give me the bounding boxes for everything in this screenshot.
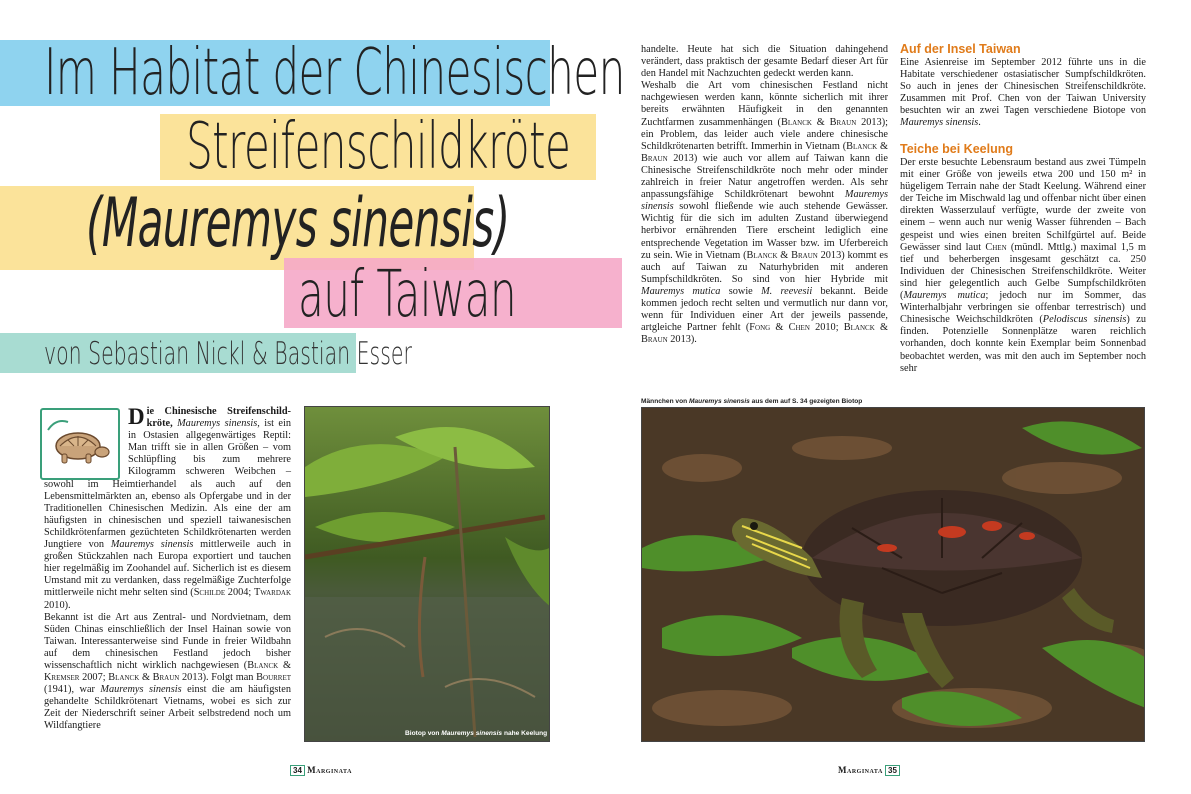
biotope-photo bbox=[304, 406, 550, 742]
biotope-photo-caption: Biotop von Mauremys sinensis nahe Keelung bbox=[405, 730, 548, 737]
left-page-footer bbox=[290, 765, 352, 776]
right-page-number: 35 bbox=[885, 765, 900, 776]
right-brand: Marginata bbox=[838, 765, 883, 775]
right-page-footer bbox=[838, 765, 900, 776]
turtle-photo bbox=[641, 407, 1145, 742]
title-line-2: Streifenschildkröte bbox=[186, 110, 571, 184]
title-line-1: Im Habitat der Chinesischen bbox=[44, 36, 625, 110]
left-page-number: 34 bbox=[290, 765, 305, 776]
right-column-text-2: Der erste besuchte Lebensraum bestand aus zwei Tümpeln mit einer Größe von jeweils etwa 200 und 150 m² in hügeligem Terrain nahe der Stadt Keelung. Während einer der Teiche im Mischwald lag und offenbar nicht über einen direkten Wasserzulauf verfügte, wurde der zweite von einem – wenn auch nur wenig Wasser führenden – Bach gespeist und wies einen breiten Schilfgürtel auf. Beide Gewässer sind laut Chen (mündl. Mttlg.) maximal 1,5 m tief und beherbergen insgesamt geschätzt ca. 250 Individuen der Chinesischen Streifenschildkröte. Weiter sind hier gelegentlich auch Gelbe Sumpfschildkröten (Mauremys mutica; jedoch nur im Sommer, das Winterhalbjahr verbringen sie offenbar terrestrisch) und Chinesische Weichschildkröten (Pelodiscus sinensis) zu finden. Potenzielle Sonnenplätze waren reichlich vorhanden, doch konnte kein Exemplar beim Sonnenbad beobachtet werden, was mit den auch im September noch sehr bbox=[900, 157, 1146, 374]
left-brand: Marginata bbox=[307, 765, 352, 775]
heading-teiche-keelung: Teiche bei Keelung bbox=[900, 142, 1013, 156]
article-author: von Sebastian Nickl & Bastian Esser bbox=[44, 336, 412, 372]
right-column-text-1: Eine Asienreise im September 2012 führte uns in die Habitate verschiedener ostasiatischer Sumpfschildkröten. So auch in jenes der Chinesischen Streifenschildkröte. Zusammen mit Prof. Chen von der Taiwan University besuchten wir an zwei Tagen verschiedene Biotope von Mauremys sinensis. bbox=[900, 57, 1146, 129]
title-line-3: (Mauremys sinensis) bbox=[86, 184, 510, 263]
turtle-photo-caption: Männchen von Mauremys sinensis aus dem auf S. 34 gezeigten Biotop bbox=[641, 398, 863, 405]
left-column-text: Die Chinesische Streifenschild-kröte, Mauremys sinensis, ist ein in Ostasien allgegenwärtiges Reptil: Man trifft sie in allen Größen – vom Schlüpfling bis zum mehrere Kilogramm schweren Weibchen – sowohl im Heimtierhandel als auch auf den Lebensmittelmärkten an, ebenso als Opfergabe und in der Traditionellen Chinesischen Medizin. Als eine der am häufigsten in chinesischen und speziell taiwanesischen Schildkrötenfarmen gezüchteten Schildkrötenarten werden Jungtiere von Mauremys sinensis mittlerweile auch in großen Stückzahlen nach Europa exportiert und tauchen hier regelmäßig im Zoohandel auf. Sicherlich ist es diesem Umstand mit zu verdanken, dass regelmäßige Zuchterfolge mittlerweile nicht mehr selten sind (Schilde 2004; Twardak 2010). Bekannt ist die Art aus Zentral- und Nordvietnam, dem Süden Chinas einschließlich der Insel Hainan sowie von Taiwan. Interessanterweise sind Funde in freier Wildbahn auf dem chinesischen Festland jedoch bisher wissenschaftlich nicht wirklich nachgewiesen (Blanck & Kremser 2007; Blanck & Braun 2013). Folgt man Bourret (1941), war Mauremys sinensis einst die am häufigsten gehandelte Schildkrötenart Vietnams, wobei es sich zur Zeit der Niederschrift seiner Arbeit selbstredend noch um Wildfangtiere bbox=[44, 404, 292, 732]
dropcap: D bbox=[128, 404, 145, 429]
heading-insel-taiwan: Auf der Insel Taiwan bbox=[900, 42, 1021, 56]
middle-column-text: handelte. Heute hat sich die Situation dahingehend verändert, dass praktisch der gesamte Bedarf dieser Art für den Handel mit Nachzuchten gedeckt werden kann. Weshalb die Art vom chinesischen Festland nicht nachgewiesen werden kann, könnte sicherlich mit ihrer bereits erwähnten Häufigkeit in den genannten Zuchtfarmen zusammenhängen (Blanck & Braun 2013); ein Problem, das leider auch viele andere chinesische Schildkrötenarten betrifft. Immerhin in Vietnam (Blanck & Braun 2013) wie auch vor allem auf Taiwan kann die Chinesische Streifenschildkröte noch mehr oder minder zahlreich in freier Natur angetroffen werden. Als sehr anpassungsfähige Schildkrötenart bewohnt Mauremys sinensis sowohl fließende wie auch stehende Gewässer. Wichtig für die sich im adulten Zustand überwiegend herbivor ernährenden Tiere erscheint lediglich eine entsprechende Vegetation im Wasser bzw. im Uferbereich zu sein. Wie in Vietnam (Blanck & Braun 2013) kommt es auch auf Taiwan zu Naturhybriden mit anderen Sumpfschildkröten. So sind von hier Hybride mit Mauremys mutica sowie M. reevesii bekannt. Beide kommen jedoch recht selten und vermutlich nur dann vor, wenn für Individuen einer Art der jeweils passende, artgleiche Partner fehlt (Fong & Chen 2010; Blanck & Braun 2013). bbox=[641, 44, 889, 346]
title-line-4: auf Taiwan bbox=[298, 258, 516, 332]
